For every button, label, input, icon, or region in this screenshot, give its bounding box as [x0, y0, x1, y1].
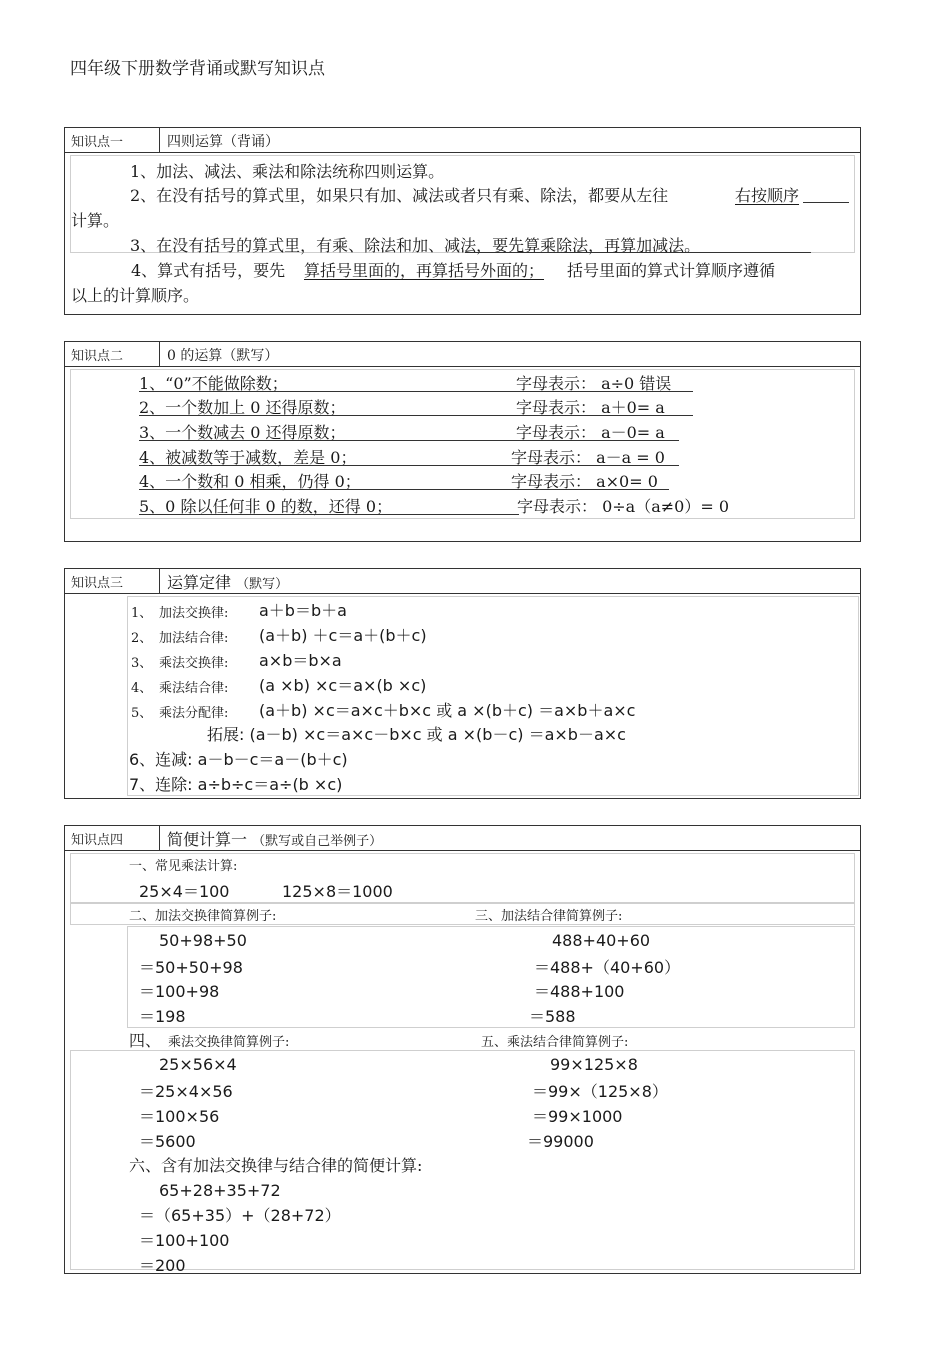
example-step: 99×125×8: [550, 1055, 638, 1074]
subheading-mul-commutative-number: 四、: [129, 1031, 162, 1050]
law-number: 5、: [131, 706, 153, 721]
example-step: ＝100+98: [139, 982, 220, 1001]
section-header: [65, 826, 860, 851]
knowledge-point-4: [64, 825, 861, 1274]
section-label: 知识点四: [71, 833, 124, 848]
subheading-mul-commutative: 乘法交换律简算例子:: [168, 1035, 290, 1050]
example-step: 488+40+60: [552, 931, 651, 950]
example-step: 50+98+50: [159, 931, 247, 950]
example-step: ＝5600: [139, 1132, 196, 1151]
example-step: ＝25×4×56: [139, 1082, 233, 1101]
example-step: ＝99×1000: [532, 1107, 623, 1126]
section-title: 简便计算一 （默写或自己举例子）: [167, 830, 383, 849]
example-step: 65+28+35+72: [159, 1181, 281, 1200]
knowledge-point-2: [64, 341, 861, 542]
section-header: [65, 128, 860, 153]
example-step: ＝99000: [527, 1132, 594, 1151]
zero-rule-formula: 字母表示： a×0= 0: [511, 472, 658, 491]
law-name: 加法结合律:: [159, 631, 229, 646]
rule-line: 计算。: [71, 211, 120, 230]
document-title: 四年级下册数学背诵或默写知识点: [70, 59, 325, 79]
law-consecutive-subtraction: 6、连减: a－b－c＝a－(b＋c): [129, 750, 348, 769]
section-label: 知识点三: [71, 576, 124, 591]
section-title: 运算定律 （默写）: [167, 573, 289, 592]
common-multiplication: 125×8＝1000: [282, 882, 393, 901]
section-header: [65, 342, 860, 367]
zero-rule-text: 5、0 除以任何非 0 的数，还得 0；: [139, 497, 393, 516]
subheading-add-associative: 三、加法结合律简算例子:: [475, 909, 623, 924]
rule-line: 3、在没有括号的算式里，有乘、除法和加、减法，要先算乘除法，再算加减法。: [130, 236, 701, 255]
rule-line-underlined: 右按顺序: [735, 186, 800, 205]
law-name: 加法交换律:: [159, 606, 229, 621]
example-step: ＝588: [529, 1007, 576, 1026]
law-formula: a＋b＝b＋a: [259, 601, 347, 620]
subheading-mul-associative: 五、乘法结合律简算例子:: [481, 1035, 629, 1050]
subheading-combined: 六、含有加法交换律与结合律的简便计算:: [129, 1156, 423, 1175]
zero-rule-text: 3、一个数减去 0 还得原数；: [139, 423, 346, 442]
rule-line: 4、算式有括号，要先: [131, 261, 286, 280]
law-name: 乘法交换律:: [159, 656, 229, 671]
example-step: ＝50+50+98: [139, 958, 243, 977]
example-step: ＝100×56: [139, 1107, 220, 1126]
rule-line: 以上的计算顺序。: [71, 286, 200, 305]
zero-rule-formula: 字母表示： a÷0 错误: [516, 374, 672, 393]
example-step: ＝200: [139, 1256, 186, 1275]
rule-line-underlined: 算括号里面的，再算括号外面的；: [304, 261, 545, 280]
section-title: 0 的运算（默写）: [167, 348, 279, 364]
law-formula: (a＋b) ＋c＝a＋(b＋c): [259, 626, 427, 645]
law-number: 1、: [131, 606, 153, 621]
example-step: ＝99×（125×8）: [532, 1082, 668, 1101]
law-extension: 拓展: (a－b) ×c＝a×c－b×c 或 a ×(b－c) ＝a×b－a×c: [207, 725, 626, 744]
law-number: 4、: [131, 681, 153, 696]
example-step: ＝488+100: [534, 982, 625, 1001]
law-formula: (a ×b) ×c＝a×(b ×c): [259, 676, 427, 695]
zero-rule-formula: 字母表示： 0÷a（a≠0）= 0: [517, 497, 730, 516]
rule-line: 2、在没有括号的算式里，如果只有加、减法或者只有乘、除法，都要从左往: [130, 186, 669, 205]
common-multiplication: 25×4＝100: [139, 882, 230, 901]
zero-rule-text: 2、一个数加上 0 还得原数；: [139, 398, 346, 417]
example-step: ＝198: [139, 1007, 186, 1026]
section-label: 知识点二: [71, 349, 124, 364]
law-name: 乘法结合律:: [159, 681, 229, 696]
knowledge-point-3: [64, 568, 861, 799]
law-name: 乘法分配律:: [159, 706, 229, 721]
zero-rule-text: 4、一个数和 0 相乘，仍得 0；: [139, 472, 361, 491]
subheading-add-commutative: 二、加法交换律简算例子:: [129, 909, 277, 924]
zero-rule-formula: 字母表示： a－a = 0: [511, 448, 665, 467]
rule-line: 括号里面的算式计算顺序遵循: [567, 261, 776, 280]
zero-rule-text: 4、被减数等于减数，差是 0；: [139, 448, 357, 467]
example-step: ＝（65+35）+（28+72）: [139, 1206, 341, 1225]
section-label: 知识点一: [71, 135, 124, 150]
example-step: ＝488+（40+60）: [534, 958, 681, 977]
zero-rule-formula: 字母表示： a－0= a: [516, 423, 665, 442]
zero-rule-formula: 字母表示： a＋0= a: [516, 398, 665, 417]
knowledge-point-1: [64, 127, 861, 315]
section-header: [65, 569, 860, 594]
law-consecutive-division: 7、连除: a÷b÷c＝a÷(b ×c): [129, 775, 343, 794]
subheading-multiplication: 一、常见乘法计算:: [129, 859, 238, 874]
law-formula: (a＋b) ×c＝a×c＋b×c 或 a ×(b＋c) ＝a×b＋a×c: [259, 701, 636, 720]
rule-line: 1、加法、减法、乘法和除法统称四则运算。: [130, 162, 445, 181]
section-title: 四则运算（背诵）: [167, 134, 279, 150]
example-step: ＝100+100: [139, 1231, 230, 1250]
law-number: 2、: [131, 631, 153, 646]
law-number: 3、: [131, 656, 153, 671]
law-formula: a×b＝b×a: [259, 651, 342, 670]
zero-rule-text: 1、“0”不能做除数；: [139, 374, 288, 393]
example-step: 25×56×4: [159, 1055, 237, 1074]
